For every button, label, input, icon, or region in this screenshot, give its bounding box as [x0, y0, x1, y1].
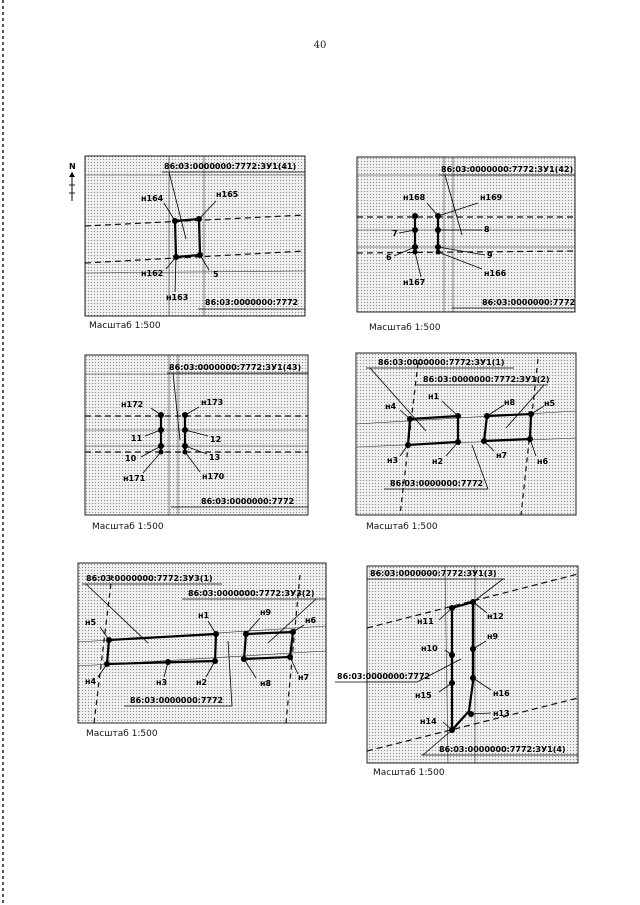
scale-label: Масштаб 1:500: [366, 522, 438, 532]
point-label: н164: [141, 194, 164, 203]
point-label: н167: [403, 278, 426, 287]
cad-label-bottom: 86:03:0000000:7772: [482, 298, 576, 307]
point-label: 5: [213, 270, 219, 279]
scale-label: Масштаб 1:500: [369, 323, 441, 333]
point-label: н168: [403, 193, 426, 202]
point-label: н163: [166, 293, 189, 302]
point-label: н3: [156, 678, 168, 687]
scale-label: Масштаб 1:500: [89, 321, 161, 331]
map-frame: [85, 156, 305, 316]
plan-map-5: [78, 563, 328, 726]
cad-label-top: 86:03:0000000:7772:ЗУ3(1): [86, 574, 213, 583]
point-label: н13: [493, 709, 510, 718]
point-label: н5: [544, 399, 556, 408]
point-label: н4: [385, 402, 397, 411]
point-label: н162: [141, 269, 164, 278]
cad-label-bottom: 86:03:0000000:7772: [201, 497, 295, 506]
point-label: н165: [216, 190, 239, 199]
point-label: 13: [209, 453, 221, 462]
point-label: н173: [201, 398, 224, 407]
point-label: н12: [487, 612, 504, 621]
point-label: 12: [210, 435, 222, 444]
point-label: н8: [260, 679, 272, 688]
point-label: н2: [196, 678, 208, 687]
plan-map-1: [66, 155, 311, 320]
point-label: н8: [504, 398, 516, 407]
map-frame: [85, 355, 308, 515]
point-label: н4: [85, 677, 97, 686]
cad-label-top: 86:03:0000000:7772:ЗУ1(41): [164, 162, 297, 171]
cad-label-top: 86:03:0000000:7772:ЗУ1(42): [441, 165, 574, 174]
cad-label-bottom: 86:03:0000000:7772: [390, 479, 484, 488]
scale-label: Масштаб 1:500: [373, 768, 445, 778]
page-edge: [2, 0, 4, 905]
scale-label: Масштаб 1:500: [86, 729, 158, 739]
point-label: н6: [305, 616, 317, 625]
point-label: 8: [484, 225, 490, 234]
point-label: н169: [480, 193, 503, 202]
plan-map-2: [357, 157, 577, 315]
point-label: 10: [125, 454, 137, 463]
point-label: н11: [417, 617, 434, 626]
cad-label-top: 86:03:0000000:7772:ЗУ1(43): [169, 363, 302, 372]
point-label: н7: [496, 451, 508, 460]
cad-label-second: 86:03:0000000:7772:ЗУ1(2): [423, 375, 550, 384]
point-label: н7: [298, 673, 310, 682]
point-label: н170: [202, 472, 225, 481]
point-label: н3: [387, 456, 399, 465]
cad-label-top: 86:03:0000000:7772:ЗУ1(1): [378, 358, 505, 367]
point-label: н166: [484, 269, 507, 278]
map-frame: [357, 157, 575, 312]
cad-label-side: 86:03:0000000:7772: [337, 672, 431, 681]
point-label: н9: [487, 632, 499, 641]
point-label: н16: [493, 689, 510, 698]
point-label: н15: [415, 691, 432, 700]
cad-label-top: 86:03:0000000:7772:ЗУ1(3): [370, 569, 497, 578]
point-label: н10: [421, 644, 438, 653]
point-label: н6: [537, 457, 549, 466]
svg-text:N: N: [69, 162, 76, 171]
scale-label: Масштаб 1:500: [92, 522, 164, 532]
cad-label-bottom: 86:03:0000000:7772:ЗУ1(4): [439, 745, 566, 754]
page-number: 40: [313, 40, 327, 51]
north-arrow-icon: [69, 162, 76, 201]
point-label: 11: [131, 434, 143, 443]
cad-label-second: 86:03:0000000:7772:ЗУ3(2): [188, 589, 315, 598]
point-label: 7: [392, 229, 398, 238]
cad-label-bottom: 86:03:0000000:7772: [130, 696, 224, 705]
plan-map-3: [85, 355, 310, 518]
point-label: н1: [198, 611, 210, 620]
point-label: н5: [85, 618, 97, 627]
point-label: 9: [487, 251, 493, 260]
point-label: н9: [260, 608, 272, 617]
cad-label-bottom: 86:03:0000000:7772: [205, 298, 299, 307]
point-label: н1: [428, 392, 440, 401]
plan-map-6: [335, 566, 580, 764]
point-label: н2: [432, 457, 444, 466]
point-label: н172: [121, 400, 144, 409]
point-label: 6: [386, 253, 392, 262]
point-label: н171: [123, 474, 146, 483]
plan-map-4: [356, 353, 578, 518]
point-label: н14: [420, 717, 437, 726]
